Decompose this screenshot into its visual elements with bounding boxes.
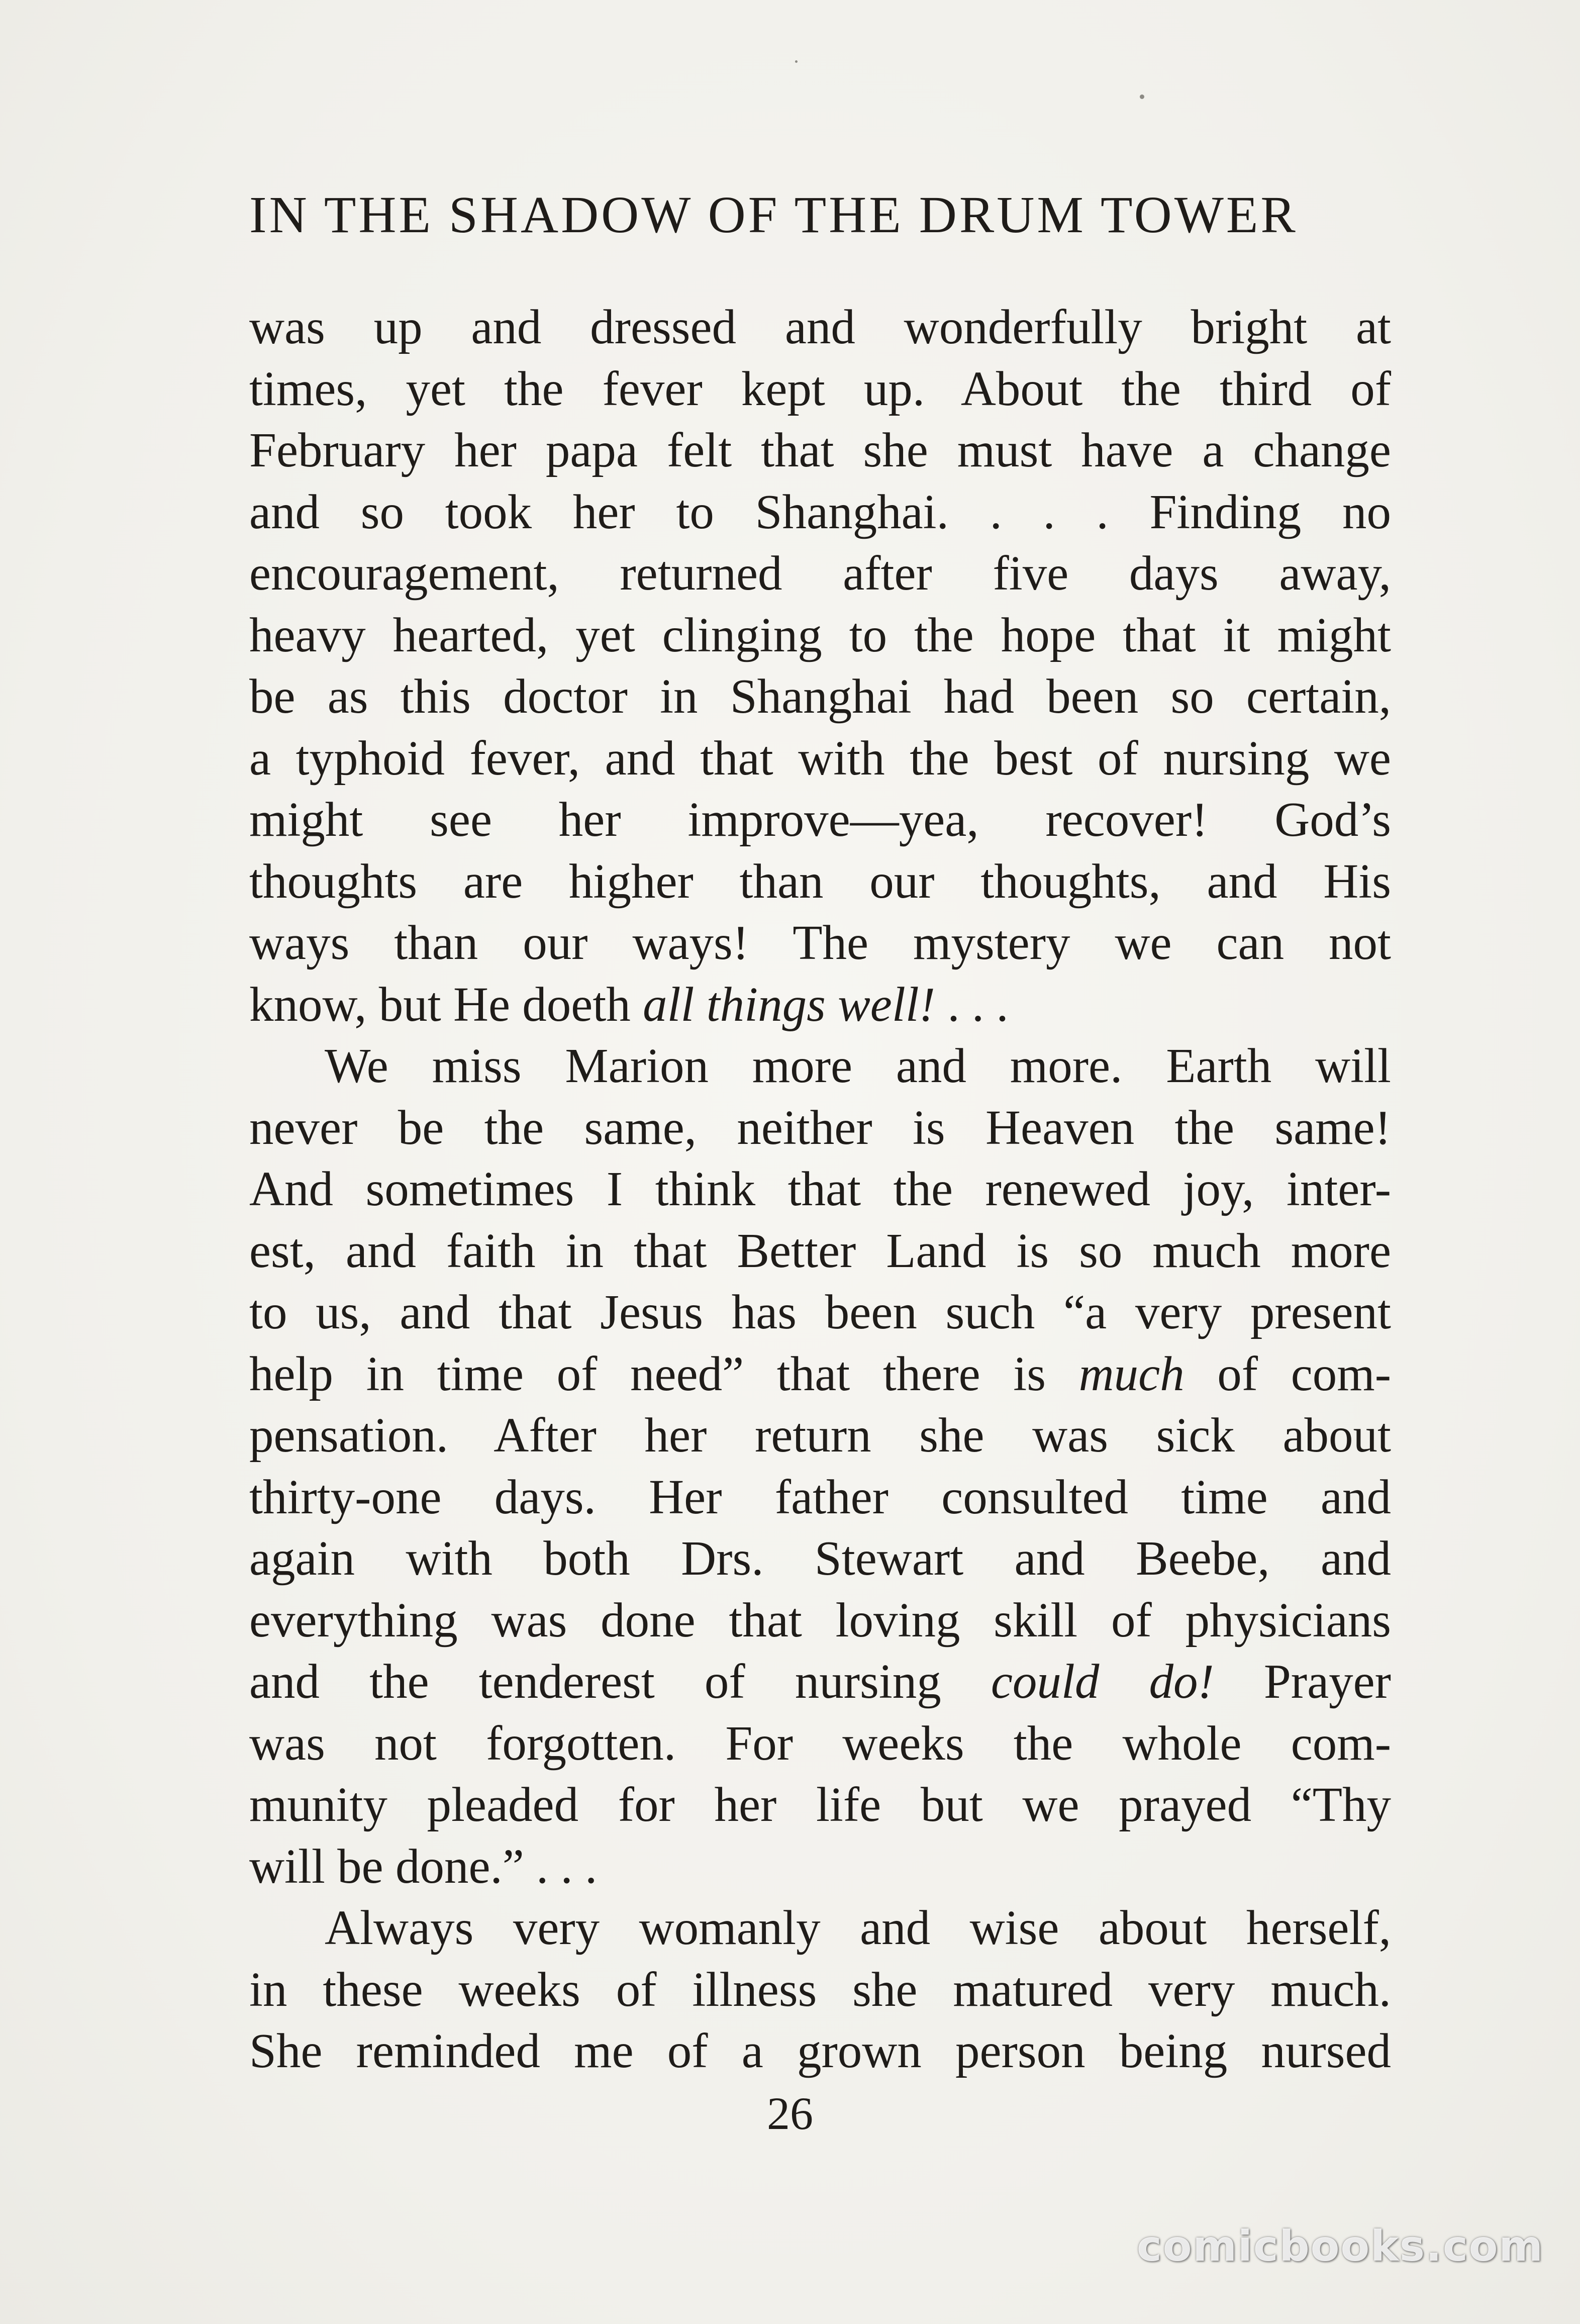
text-line xyxy=(249,1651,1391,1713)
italic-emphasis: could do! xyxy=(991,1655,1214,1708)
text-run: and the tenderest of nursing xyxy=(249,1655,991,1708)
text-line: thoughts are higher than our thoughts, and His xyxy=(249,854,1391,908)
text-run: know, but He doeth xyxy=(249,977,643,1031)
text-line: We miss Marion more and more. Earth will xyxy=(325,1039,1391,1093)
text-line: a typhoid fever, and that with the best of nursing we xyxy=(249,731,1391,785)
text-line: was not forgotten. For weeks the whole com- xyxy=(249,1716,1391,1770)
text-line: again with both Drs. Stewart and Beebe, and xyxy=(249,1531,1391,1585)
text-line: might see her improve—yea, recover! God’s xyxy=(249,793,1391,846)
text-line: ways than our ways! The mystery we can not xyxy=(249,916,1391,970)
text-line: And sometimes I think that the renewed joy, inter- xyxy=(249,1162,1391,1216)
text-line: be as this doctor in Shanghai had been so certain, xyxy=(249,669,1391,723)
text-line: thirty-one days. Her father consulted time and xyxy=(249,1470,1391,1524)
text-line: February her papa felt that she must have a change xyxy=(249,423,1391,477)
text-run: Prayer xyxy=(1214,1655,1391,1708)
text-line: She reminded me of a grown person being nursed xyxy=(249,2024,1391,2078)
text-run: of com- xyxy=(1184,1346,1392,1401)
italic-emphasis: much xyxy=(1078,1346,1184,1401)
watermark: comicbooks.com xyxy=(1137,2221,1544,2271)
text-line: everything was done that loving skill of physicians xyxy=(249,1593,1391,1647)
text-line: will be done.” . . . xyxy=(249,1839,598,1893)
text-line: heavy hearted, yet clinging to the hope that it might xyxy=(249,608,1391,662)
text-line: and so took her to Shanghai. . . . Finding no xyxy=(249,485,1391,539)
paper-speck xyxy=(795,60,798,63)
text-line: est, and faith in that Better Land is so much more xyxy=(249,1223,1391,1278)
text-line xyxy=(249,1343,1391,1405)
paper-speck xyxy=(1140,94,1144,99)
text-line: never be the same, neither is Heaven the same! xyxy=(249,1100,1391,1154)
text-line xyxy=(249,974,1391,1036)
body-text xyxy=(249,297,1391,2082)
text-line: to us, and that Jesus has been such “a very present xyxy=(249,1285,1391,1339)
text-line: was up and dressed and wonderfully bright at xyxy=(249,300,1391,354)
text-line: Always very womanly and wise about herself, xyxy=(325,1901,1391,1955)
text-run: . . . xyxy=(935,977,1009,1031)
page-number: 26 xyxy=(767,2088,813,2139)
running-head: IN THE SHADOW OF THE DRUM TOWER xyxy=(249,186,1298,244)
text-line: times, yet the fever kept up. About the third of xyxy=(249,361,1391,416)
text-line: in these weeks of illness she matured very much. xyxy=(249,1962,1391,2016)
text-run: help in time of need” that there is xyxy=(249,1346,1079,1401)
text-line: encouragement, returned after five days away, xyxy=(249,546,1391,600)
text-line: munity pleaded for her life but we prayed “Thy xyxy=(249,1778,1391,1831)
italic-emphasis: all things well! xyxy=(643,977,936,1031)
text-line: pensation. After her return she was sick about xyxy=(249,1408,1391,1462)
